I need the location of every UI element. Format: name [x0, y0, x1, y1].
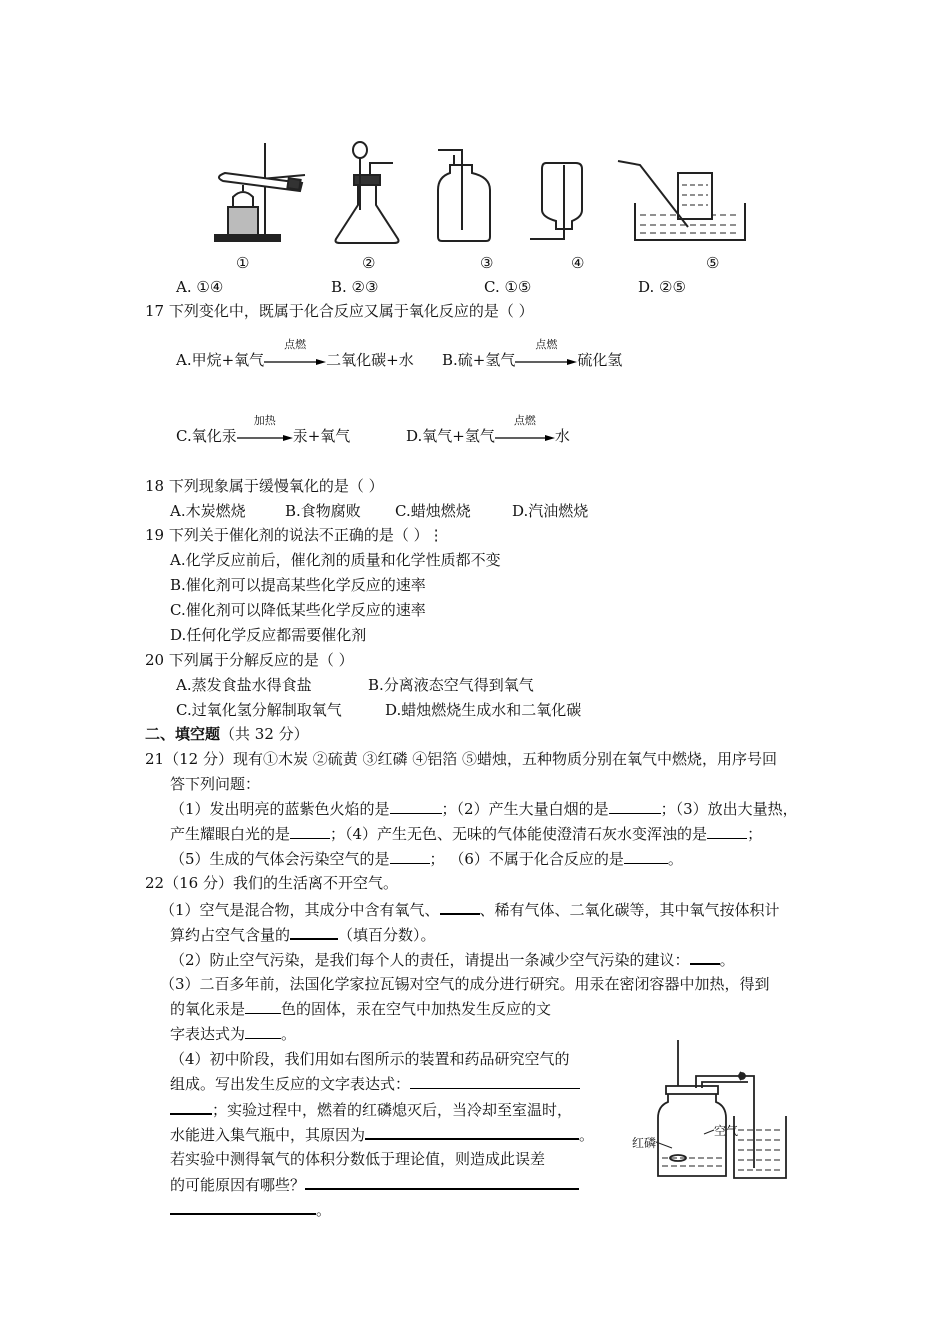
q18-option-b: B.食物腐败	[285, 502, 361, 520]
oxygen-experiment-figure	[628, 1038, 800, 1184]
q16-option-d: D. ②⑤	[638, 278, 686, 296]
q22-line-12: 若实验中测得氧气的体积分数低于理论值，则造成此误差	[170, 1150, 546, 1168]
q18-stem: 18 下列现象属于缓慢氧化的是（ ）	[145, 477, 384, 495]
q22-line-9	[170, 1074, 580, 1094]
q22-q3-text: 的氧化汞是	[170, 1000, 246, 1018]
q21-line-3	[170, 799, 798, 819]
q18-option-d: D.汽油燃烧	[512, 502, 589, 520]
q17-c-reactants: C.氧化汞	[176, 427, 237, 445]
q22-q1-cont2: 算约占空气含量的	[170, 926, 291, 944]
q22-q1-cont: 、稀有气体、二氧化碳等，其中氧气按体积计	[479, 901, 780, 919]
label-air: 空气	[714, 1124, 739, 1138]
apparatus-numeral-3: ③	[480, 254, 494, 272]
q22-q3-cont2: 字表达式为	[170, 1025, 246, 1043]
q17-option-b	[442, 338, 623, 371]
answer-blank[interactable]	[305, 1174, 579, 1190]
q20-option-b: B.分离液态空气得到氧气	[368, 676, 534, 694]
q22-end: 。	[316, 1201, 332, 1219]
answer-blank[interactable]	[170, 1199, 316, 1215]
q16-option-c: C. ①⑤	[484, 278, 532, 296]
q22-q2-end: 。	[719, 951, 735, 969]
q18-option-c: C.蜡烛燃烧	[395, 502, 471, 520]
q16-option-a: A. ①④	[176, 278, 224, 296]
q20-option-a: A.蒸发食盐水得食盐	[176, 676, 312, 694]
q22-line-8: （4）初中阶段，我们用如右图所示的装置和药品研究空气的	[170, 1050, 570, 1068]
section-heading	[145, 724, 309, 744]
q21-line-4	[170, 824, 762, 844]
q22-line-10	[170, 1099, 572, 1120]
answer-blank[interactable]	[170, 1099, 212, 1115]
q19-option-a: A.化学反应前后，催化剂的质量和化学性质都不变	[170, 551, 501, 569]
answer-blank[interactable]	[245, 1024, 281, 1039]
apparatus-5-water-trough	[618, 161, 745, 240]
q17-option-d	[406, 414, 570, 447]
reaction-condition: 点燃	[513, 414, 536, 427]
reaction-arrow	[495, 414, 555, 447]
answer-blank[interactable]	[707, 824, 747, 839]
q17-b-reactants: B.硫+氢气	[442, 351, 516, 369]
q21-q1-text: （1）发出明亮的蓝紫色火焰的是	[170, 800, 390, 818]
q21-q4-end: ；	[747, 825, 763, 843]
answer-blank[interactable]	[609, 799, 661, 814]
apparatus-1-stand-test-tube	[215, 143, 305, 241]
q21-q6-end: 。	[667, 850, 683, 868]
q20-option-c: C.过氧化氢分解制取氧气	[176, 701, 342, 719]
q16-option-b: B. ②③	[331, 278, 379, 296]
q17-a-reactants: A.甲烷+氧气	[176, 351, 265, 369]
q21-line-5	[170, 849, 683, 869]
q22-q4-cont: ；实验过程中，燃着的红磷熄灭后，当冷却至室温时，	[212, 1101, 573, 1119]
section-score: （共 32 分）	[220, 725, 309, 743]
q22-line-3	[170, 924, 436, 945]
answer-blank[interactable]	[624, 849, 668, 864]
q22-q4-text: 组成。写出发生反应的文字表达式：	[170, 1075, 411, 1093]
q22-line-1: 22（16 分）我们的生活离不开空气。	[145, 874, 398, 892]
q18-option-a: A.木炭燃烧	[170, 502, 246, 520]
q19-option-b: B.催化剂可以提高某些化学反应的速率	[170, 576, 426, 594]
q22-line-4	[170, 949, 735, 970]
q22-line-7	[170, 1024, 296, 1044]
q21-q4-text: ；（4）产生无色、无味的气体能使澄清石灰水变浑浊的是	[330, 825, 708, 843]
q17-option-a	[176, 338, 414, 371]
apparatus-2-flask-funnel	[336, 142, 399, 243]
answer-blank[interactable]	[390, 799, 442, 814]
q22-q1-end: （填百分数）。	[338, 926, 436, 944]
apparatus-3-gas-bottle	[438, 150, 490, 241]
q17-option-c	[176, 414, 351, 447]
q22-q1-text: （1）空气是混合物，其成分中含有氧气、	[160, 901, 440, 919]
q22-line-14	[170, 1199, 331, 1220]
q22-line-6	[170, 999, 551, 1019]
q22-line-13	[170, 1174, 579, 1195]
answer-blank[interactable]	[245, 999, 281, 1014]
answer-blank[interactable]	[690, 949, 720, 965]
q22-q3-cont: 色的固体，汞在空气中加热发生反应的文	[281, 1000, 552, 1018]
q17-d-reactants: D.氧气+氢气	[406, 427, 495, 445]
label-red-phosphorus: 红磷	[632, 1136, 657, 1150]
section-title: 二、填空题	[145, 725, 221, 743]
q22-q4-reason-end: 。	[579, 1126, 595, 1144]
q17-stem: 17 下列变化中，既属于化合反应又属于氧化反应的是（ ）	[145, 302, 534, 320]
q22-line-11	[170, 1124, 594, 1145]
q21-q3-text: ；（3）放出大量热，	[660, 800, 798, 818]
q22-q2-text: （2）防止空气污染，是我们每个人的责任，请提出一条减少空气污染的建议：	[170, 951, 690, 969]
apparatus-figure	[210, 135, 750, 255]
q19-option-c: C.催化剂可以降低某些化学反应的速率	[170, 601, 426, 619]
answer-blank[interactable]	[440, 899, 480, 915]
apparatus-numeral-1: ①	[236, 254, 250, 272]
q17-b-products: 硫化氢	[577, 351, 623, 369]
q17-a-products: 二氧化碳+水	[326, 351, 414, 369]
answer-blank[interactable]	[290, 924, 338, 940]
q21-line-2: 答下列问题：	[170, 775, 261, 793]
reaction-arrow	[515, 338, 577, 371]
q20-stem: 20 下列属于分解反应的是（ ）	[145, 651, 354, 669]
q17-c-products: 汞+氧气	[292, 427, 351, 445]
reaction-condition: 点燃	[284, 338, 307, 351]
answer-blank[interactable]	[290, 824, 330, 839]
q17-d-products: 水	[554, 427, 570, 445]
q21-q6-text: ； （6）不属于化合反应的是	[429, 850, 624, 868]
q21-q3-cont: 产生耀眼白光的是	[170, 825, 291, 843]
q21-line-1: 21（12 分）现有①木炭 ②硫黄 ③红磷 ④铝箔 ⑤蜡烛，五种物质分别在氧气中燃烧，用序号回	[145, 750, 778, 768]
answer-blank[interactable]	[365, 1124, 579, 1140]
reaction-arrow	[264, 338, 326, 371]
answer-blank[interactable]	[410, 1074, 580, 1089]
q19-stem: 19 下列关于催化剂的说法不正确的是（ ）⋮	[145, 526, 444, 544]
reaction-condition: 加热	[253, 414, 276, 427]
apparatus-4-inverted-bottle	[530, 163, 582, 239]
answer-blank[interactable]	[390, 849, 430, 864]
reaction-condition: 点燃	[535, 338, 558, 351]
q22-line-2	[160, 899, 780, 920]
apparatus-numeral-4: ④	[571, 254, 585, 272]
apparatus-numeral-2: ②	[362, 254, 376, 272]
reaction-arrow	[237, 414, 293, 447]
apparatus-numeral-5: ⑤	[706, 254, 720, 272]
q22-line-5: （3）二百多年前，法国化学家拉瓦锡对空气的成分进行研究。用汞在密闭容器中加热，得到	[160, 975, 770, 993]
q22-q4-error: 的可能原因有哪些？	[170, 1176, 306, 1194]
q21-q2-text: ；（2）产生大量白烟的是	[441, 800, 609, 818]
q22-q4-reason: 水能进入集气瓶中，其原因为	[170, 1126, 366, 1144]
q22-q3-end: 。	[281, 1025, 297, 1043]
q20-option-d: D.蜡烛燃烧生成水和二氧化碳	[385, 701, 582, 719]
q21-q5-text: （5）生成的气体会污染空气的是	[170, 850, 390, 868]
q19-option-d: D.任何化学反应都需要催化剂	[170, 626, 367, 644]
